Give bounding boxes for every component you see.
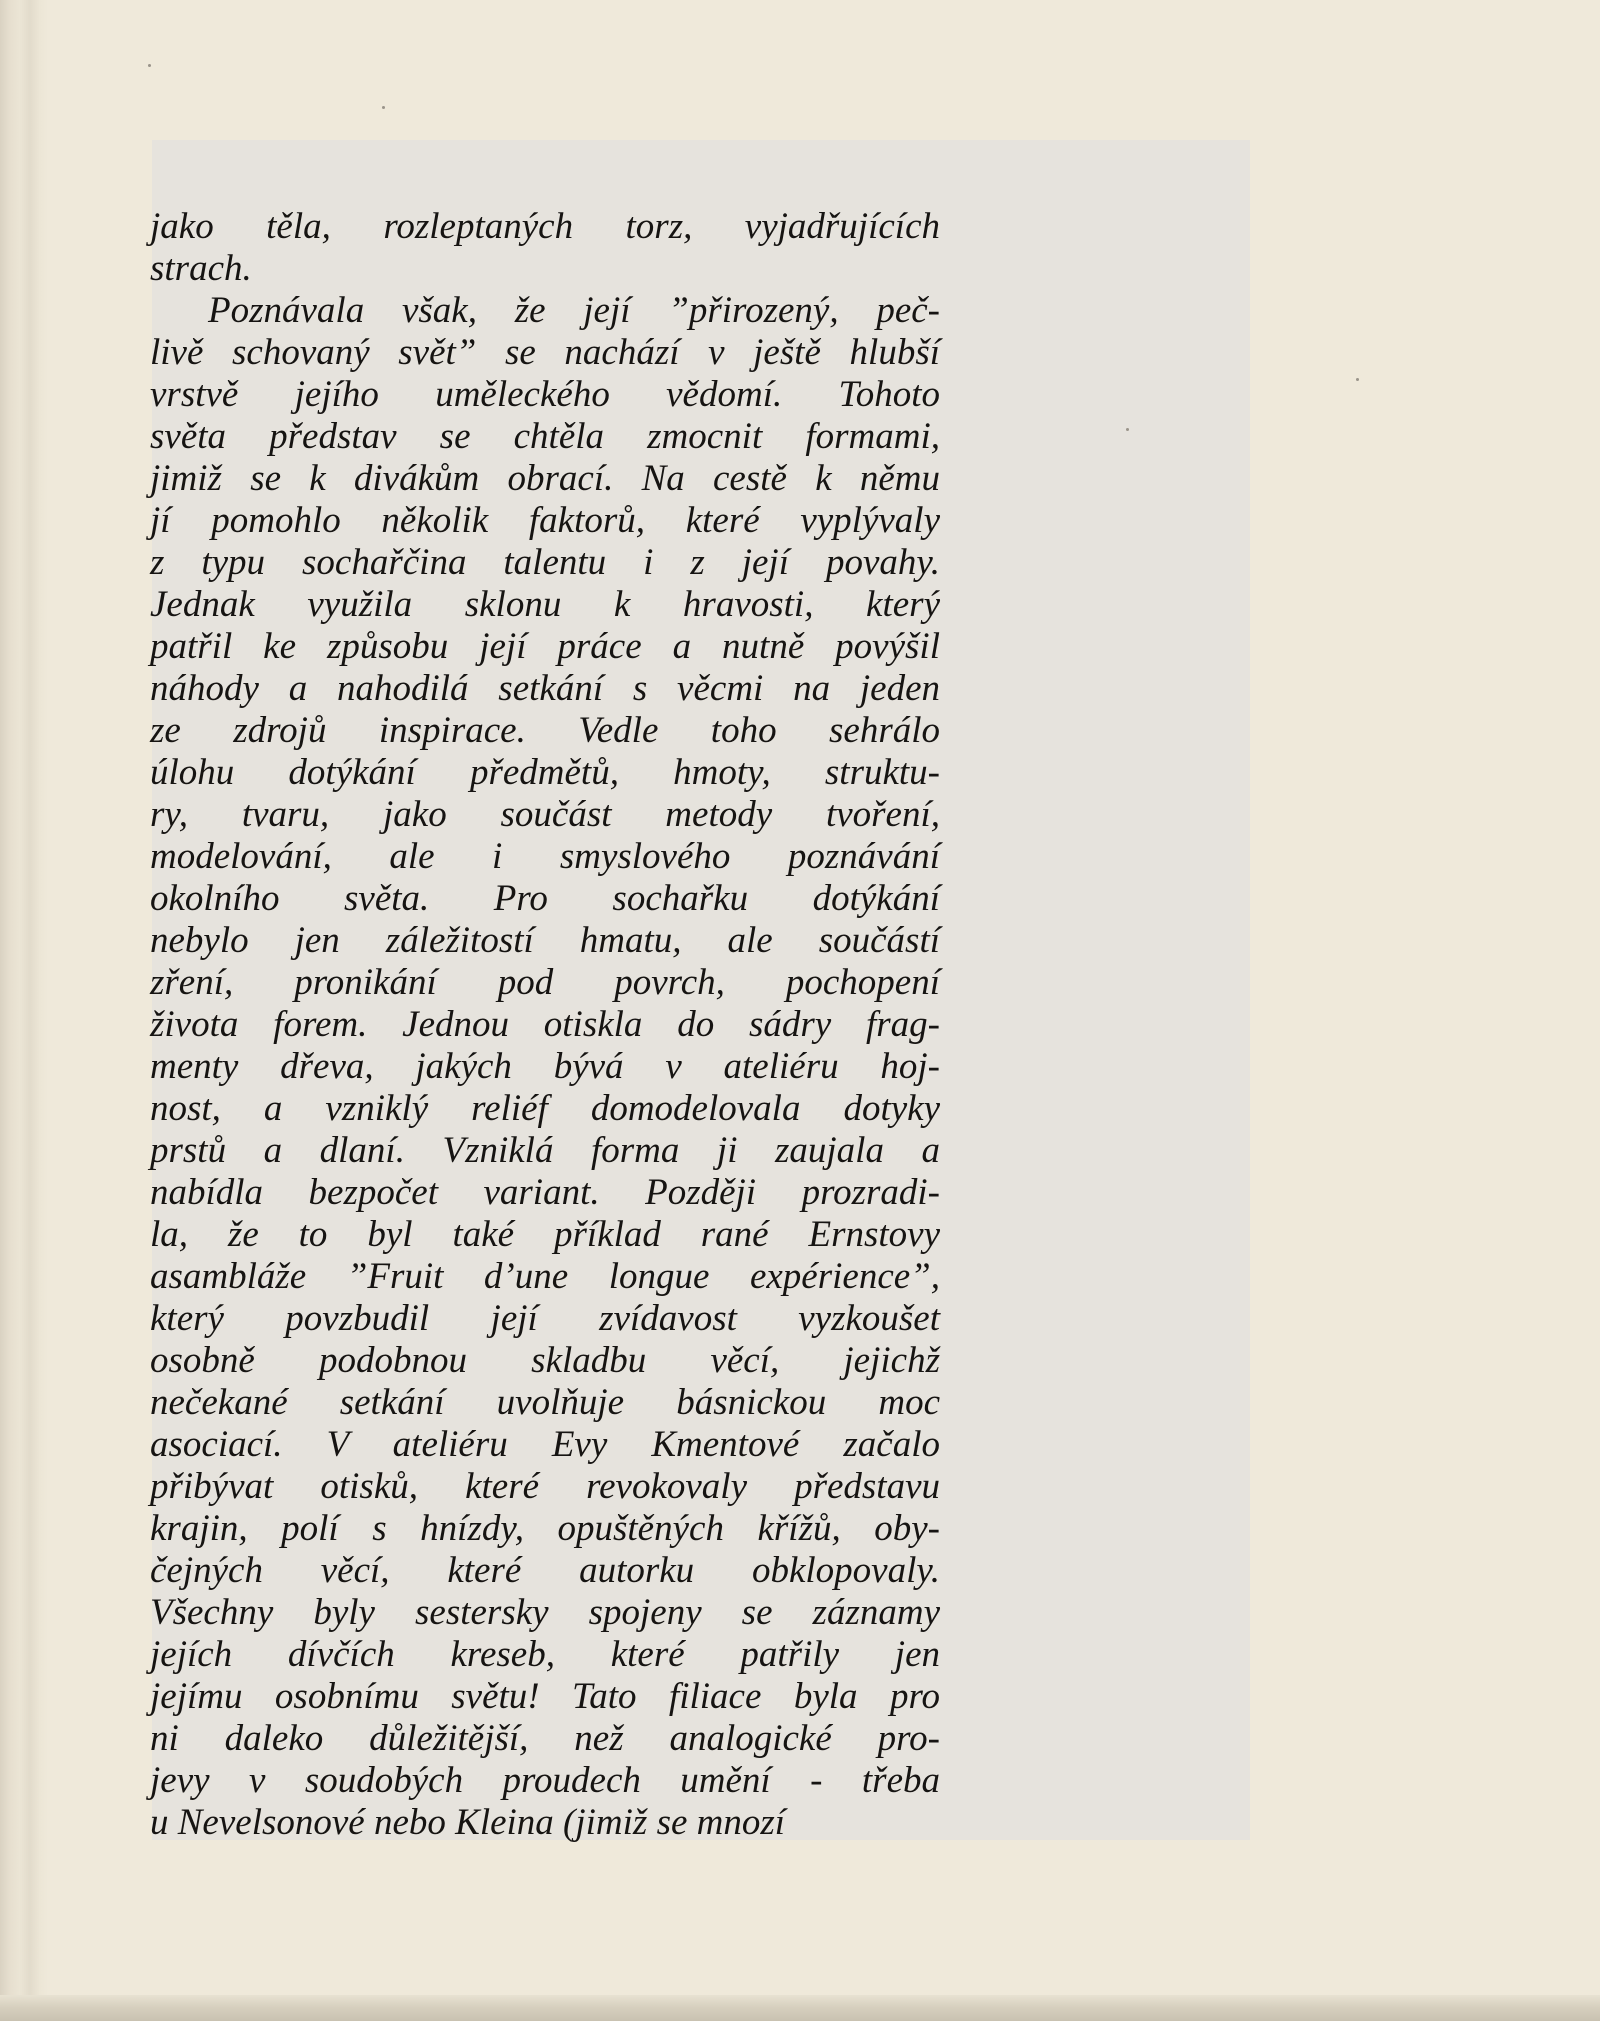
text-line: menty dřeva, jakých bývá v ateliéru hoj-: [150, 1046, 940, 1087]
text-line: jí pomohlo několik faktorů, které vyplývaly: [150, 500, 940, 541]
page-edge-left: [0, 0, 48, 2021]
text-line: jimiž se k divákům obrací. Na cestě k němu: [150, 458, 940, 499]
text-line: jako těla, rozleptaných torz, vyjadřujících: [150, 206, 940, 247]
text-line: krajin, polí s hnízdy, opuštěných křížů, oby-: [150, 1508, 940, 1549]
text-line: asociací. V ateliéru Evy Kmentové začalo: [150, 1424, 940, 1465]
text-line: u Nevelsonové nebo Kleina (jimiž se mnozí: [150, 1802, 786, 1843]
text-line: čejných věcí, které autorku obklopovaly.: [150, 1550, 940, 1591]
text-line: zření, pronikání pod povrch, pochopení: [150, 962, 940, 1003]
text-line: Poznávala však, že její ”přirozený, peč-: [208, 290, 940, 331]
text-line: prstů a dlaní. Vzniklá forma ji zaujala a: [150, 1130, 940, 1171]
text-line: jejímu osobnímu světu! Tato filiace byla pro: [150, 1676, 940, 1717]
text-line: livě schovaný svět” se nachází v ještě hlubší: [150, 332, 940, 373]
text-line: Jednak využila sklonu k hravosti, který: [150, 584, 940, 625]
text-line: nebylo jen záležitostí hmatu, ale součástí: [150, 920, 940, 961]
text-line: který povzbudil její zvídavost vyzkoušet: [150, 1298, 940, 1339]
text-line: světa představ se chtěla zmocnit formami,: [150, 416, 940, 457]
paper-speck: [148, 64, 151, 67]
text-line: života forem. Jednou otiskla do sádry frag-: [150, 1004, 940, 1045]
text-line: nabídla bezpočet variant. Později prozradi-: [150, 1172, 940, 1213]
text-line: ze zdrojů inspirace. Vedle toho sehrálo: [150, 710, 940, 751]
text-line: vrstvě jejího uměleckého vědomí. Tohoto: [150, 374, 940, 415]
paper-speck: [382, 106, 385, 109]
text-line: la, že to byl také příklad rané Ernstovy: [150, 1214, 940, 1255]
page-edge-bottom: [0, 1995, 1600, 2021]
text-line: jejích dívčích kreseb, které patřily jen: [150, 1634, 940, 1675]
text-line: ry, tvaru, jako součást metody tvoření,: [150, 794, 940, 835]
text-line: ni daleko důležitější, než analogické pro-: [150, 1718, 940, 1759]
text-line: patřil ke způsobu její práce a nutně povýšil: [150, 626, 940, 667]
text-line: z typu sochařčina talentu i z její povahy.: [150, 542, 940, 583]
text-line: Všechny byly sestersky spojeny se záznamy: [150, 1592, 940, 1633]
paper-speck: [1356, 378, 1359, 381]
text-line: nost, a vzniklý reliéf domodelovala dotyky: [150, 1088, 940, 1129]
text-line: okolního světa. Pro sochařku dotýkání: [150, 878, 940, 919]
text-line: modelování, ale i smyslového poznávání: [150, 836, 940, 877]
body-text: [150, 206, 940, 1844]
text-line: strach.: [150, 248, 252, 289]
text-line: osobně podobnou skladbu věcí, jejichž: [150, 1340, 940, 1381]
text-line: přibývat otisků, které revokovaly představu: [150, 1466, 940, 1507]
paper-speck: [1126, 428, 1129, 431]
text-line: asambláže ”Fruit d’une longue expérience”,: [150, 1256, 940, 1297]
text-line: jevy v soudobých proudech umění - třeba: [150, 1760, 940, 1801]
text-line: nečekané setkání uvolňuje básnickou moc: [150, 1382, 940, 1423]
text-line: úlohu dotýkání předmětů, hmoty, struktu-: [150, 752, 940, 793]
text-line: náhody a nahodilá setkání s věcmi na jeden: [150, 668, 940, 709]
